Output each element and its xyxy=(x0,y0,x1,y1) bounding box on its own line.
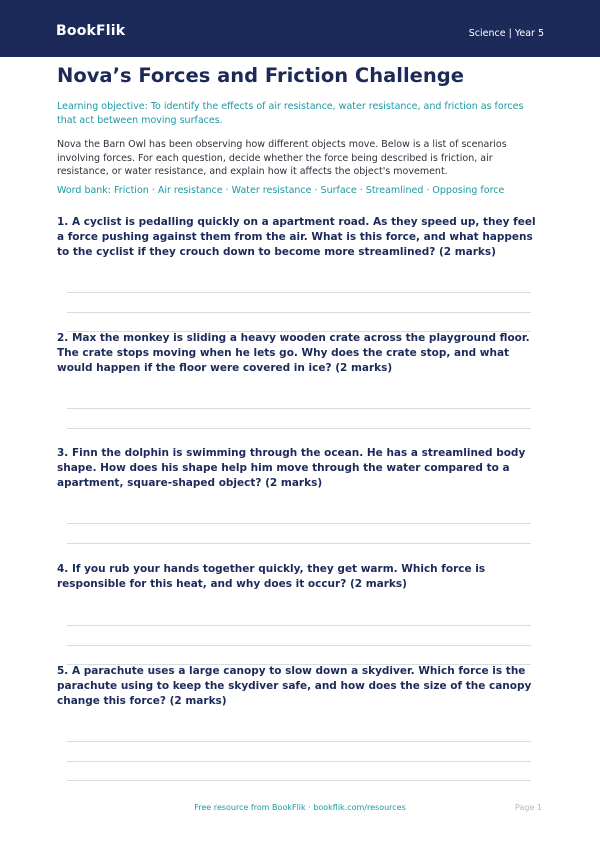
answer-line[interactable] xyxy=(67,312,531,313)
learning-objective: Learning objective: To identify the effects of air resistance, water resistance, and friction as forces that act between moving surfaces. xyxy=(57,101,524,126)
brand-logo[interactable]: BookFlik xyxy=(56,23,126,39)
intro-paragraph: Nova the Barn Owl has been observing how different objects move. Below is a list of scenarios involving forces. For each question, decide whether the force being described is friction, air resistance, or water resistance, and explain how it affects the object's movement. xyxy=(57,139,507,177)
answer-line[interactable] xyxy=(67,523,531,524)
answer-line[interactable] xyxy=(67,625,531,626)
page-title: Nova’s Forces and Friction Challenge xyxy=(57,64,464,87)
footer-resource-link[interactable]: Free resource from BookFlik · bookflik.com/resources xyxy=(194,803,406,812)
question-1: 1. A cyclist is pedalling quickly on a apartment road. As they speed up, they feel a force pushing against them from the air. What is this force, and what happens to the cyclist if they crouch down to become more streamlined? (2 marks) xyxy=(57,216,536,258)
word-bank: Word bank: Friction · Air resistance · Water resistance · Surface · Streamlined · Opposing force xyxy=(57,185,505,196)
answer-line[interactable] xyxy=(67,741,531,742)
answer-line[interactable] xyxy=(67,780,531,781)
answer-line[interactable] xyxy=(67,543,531,544)
answer-line[interactable] xyxy=(67,408,531,409)
question-4: 4. If you rub your hands together quickly, they get warm. Which force is responsible for this heat, and why does it occur? (2 marks) xyxy=(57,563,486,590)
answer-line[interactable] xyxy=(67,645,531,646)
question-5: 5. A parachute uses a large canopy to slow down a skydiver. Which force is the parachute using to keep the skydiver safe, and how does the size of the canopy change this force? (2 marks) xyxy=(57,665,532,707)
header-bar xyxy=(0,0,600,57)
question-3: 3. Finn the dolphin is swimming through the ocean. He has a streamlined body shape. How does his shape help him move through the water compared to a apartment, square-shaped object? (2 marks) xyxy=(57,447,526,489)
question-2: 2. Max the monkey is sliding a heavy wooden crate across the playground floor. The crate stops moving when he lets go. Why does the crate stop, and what would happen if the floor were covered in ice? (2 marks) xyxy=(57,332,530,374)
answer-line[interactable] xyxy=(67,292,531,293)
answer-line[interactable] xyxy=(67,761,531,762)
subject-year-label: Science | Year 5 xyxy=(468,28,544,39)
page-number: Page 1 xyxy=(515,803,542,812)
answer-line[interactable] xyxy=(67,428,531,429)
